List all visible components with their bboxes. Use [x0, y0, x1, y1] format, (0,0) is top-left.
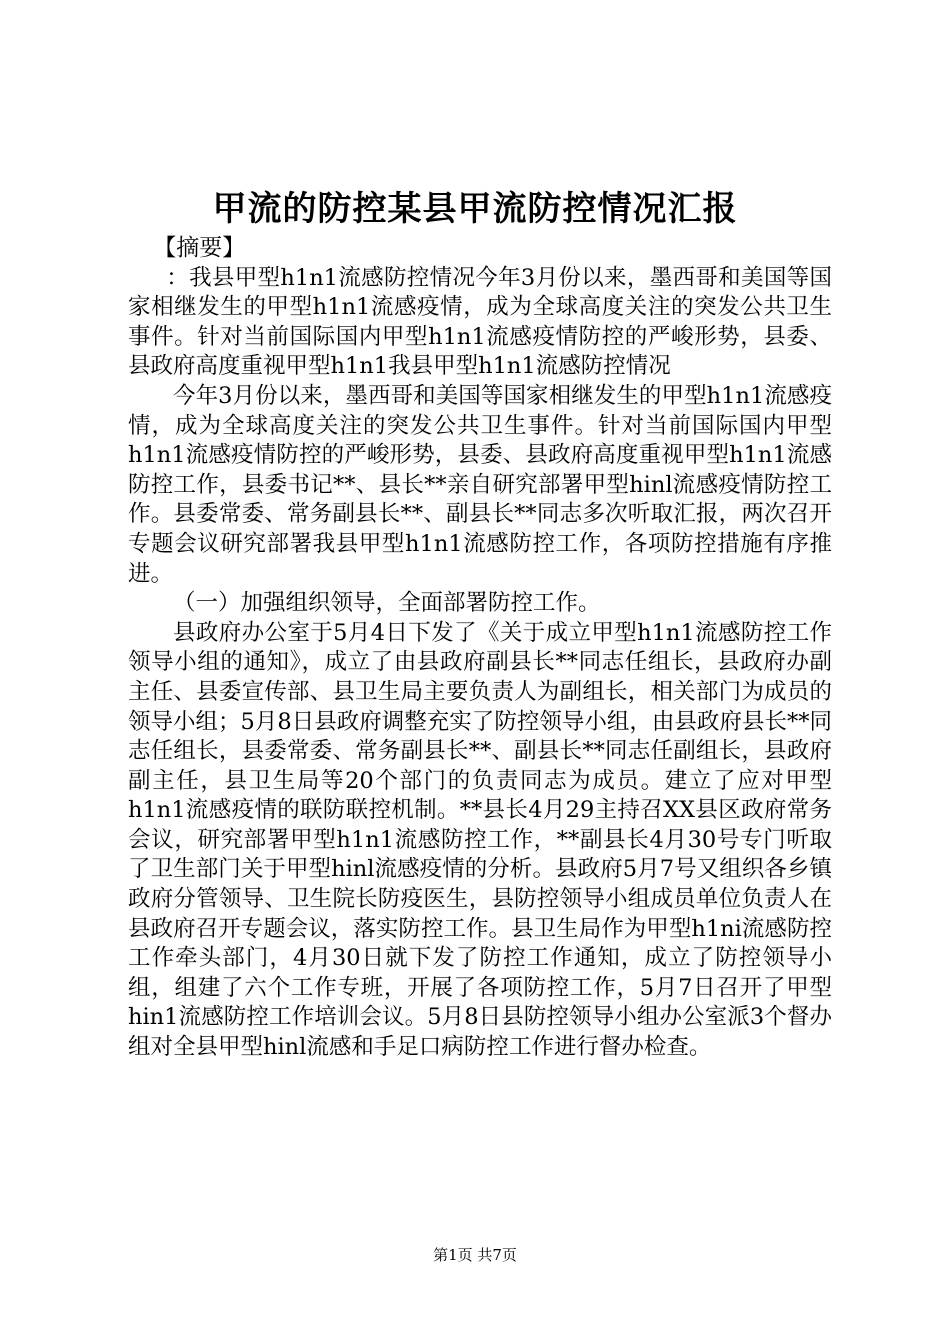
body-paragraph-section-1: 县政府办公室于5月4日下发了《关于成立甲型h1n1流感防控工作领导小组的通知》，成立了由县政府副县长**同志任组长，县政府办副主任、县委宣传部、县卫生局主要负责人为副组长，相关部门为成员的领导小组；5月8日县政府调整充实了防控领导小组，由县政府县长**同志任组长，县委常委、常务副县长**、副县长**同志任副组长，县政府副主任，县卫生局等20个部门的负责同志为成员。建立了应对甲型h1n1流感疫情的联防联控机制。**县长4月29主持召XX县区政府常务会议，研究部署甲型h1n1流感防控工作，**副县长4月30号专门听取了卫生部门关于甲型hinl流感疫情的分析。县政府5月7号又组织各乡镇政府分管领导、卫生院长防疫医生，县防控领导小组成员单位负责人在县政府召开专题会议，落实防控工作。县卫生局作为甲型h1ni流感防控工作牵头部门，4月30日就下发了防控工作通知，成立了防控领导小组，组建了六个工作专班，开展了各项防控工作，5月7日召开了甲型hin1流感防控工作培训会议。5月8日县防控领导小组办公室派3个督办组对全县甲型hinl流感和手足口病防控工作进行督办检查。 [128, 619, 832, 1061]
document-title: 甲流的防控某县甲流防控情况汇报 [212, 189, 738, 229]
body-paragraph-intro: 今年3月份以来，墨西哥和美国等国家相继发生的甲型h1n1流感疫情，成为全球高度关注的突发公共卫生事件。针对当前国际国内甲型h1n1流感疫情防控的严峻形势，县委、县政府高度重视甲型h1n1流感防控工作，县委书记**、县长**亲自研究部署甲型hinl流感疫情防控工作。县委常委、常务副县长**、副县长**同志多次听取汇报，两次召开专题会议研究部署我县甲型h1n1流感防控工作，各项防控措施有序推进。 [128, 382, 832, 587]
abstract-paragraph: ：我县甲型h1n1流感防控情况今年3月份以来，墨西哥和美国等国家相继发生的甲型h1n1流感疫情，成为全球高度关注的突发公共卫生事件。针对当前国际国内甲型h1n1流感疫情防控的严峻形势，县委、县政府高度重视甲型h1n1我县甲型h1n1流感防控情况 [128, 264, 832, 380]
page-number-footer: 第1页 共7页 [433, 1246, 517, 1264]
document-body [128, 234, 832, 1063]
abstract-label: 【摘要】 [153, 235, 246, 261]
section-heading: （一）加强组织领导，全面部署防控工作。 [173, 590, 601, 617]
